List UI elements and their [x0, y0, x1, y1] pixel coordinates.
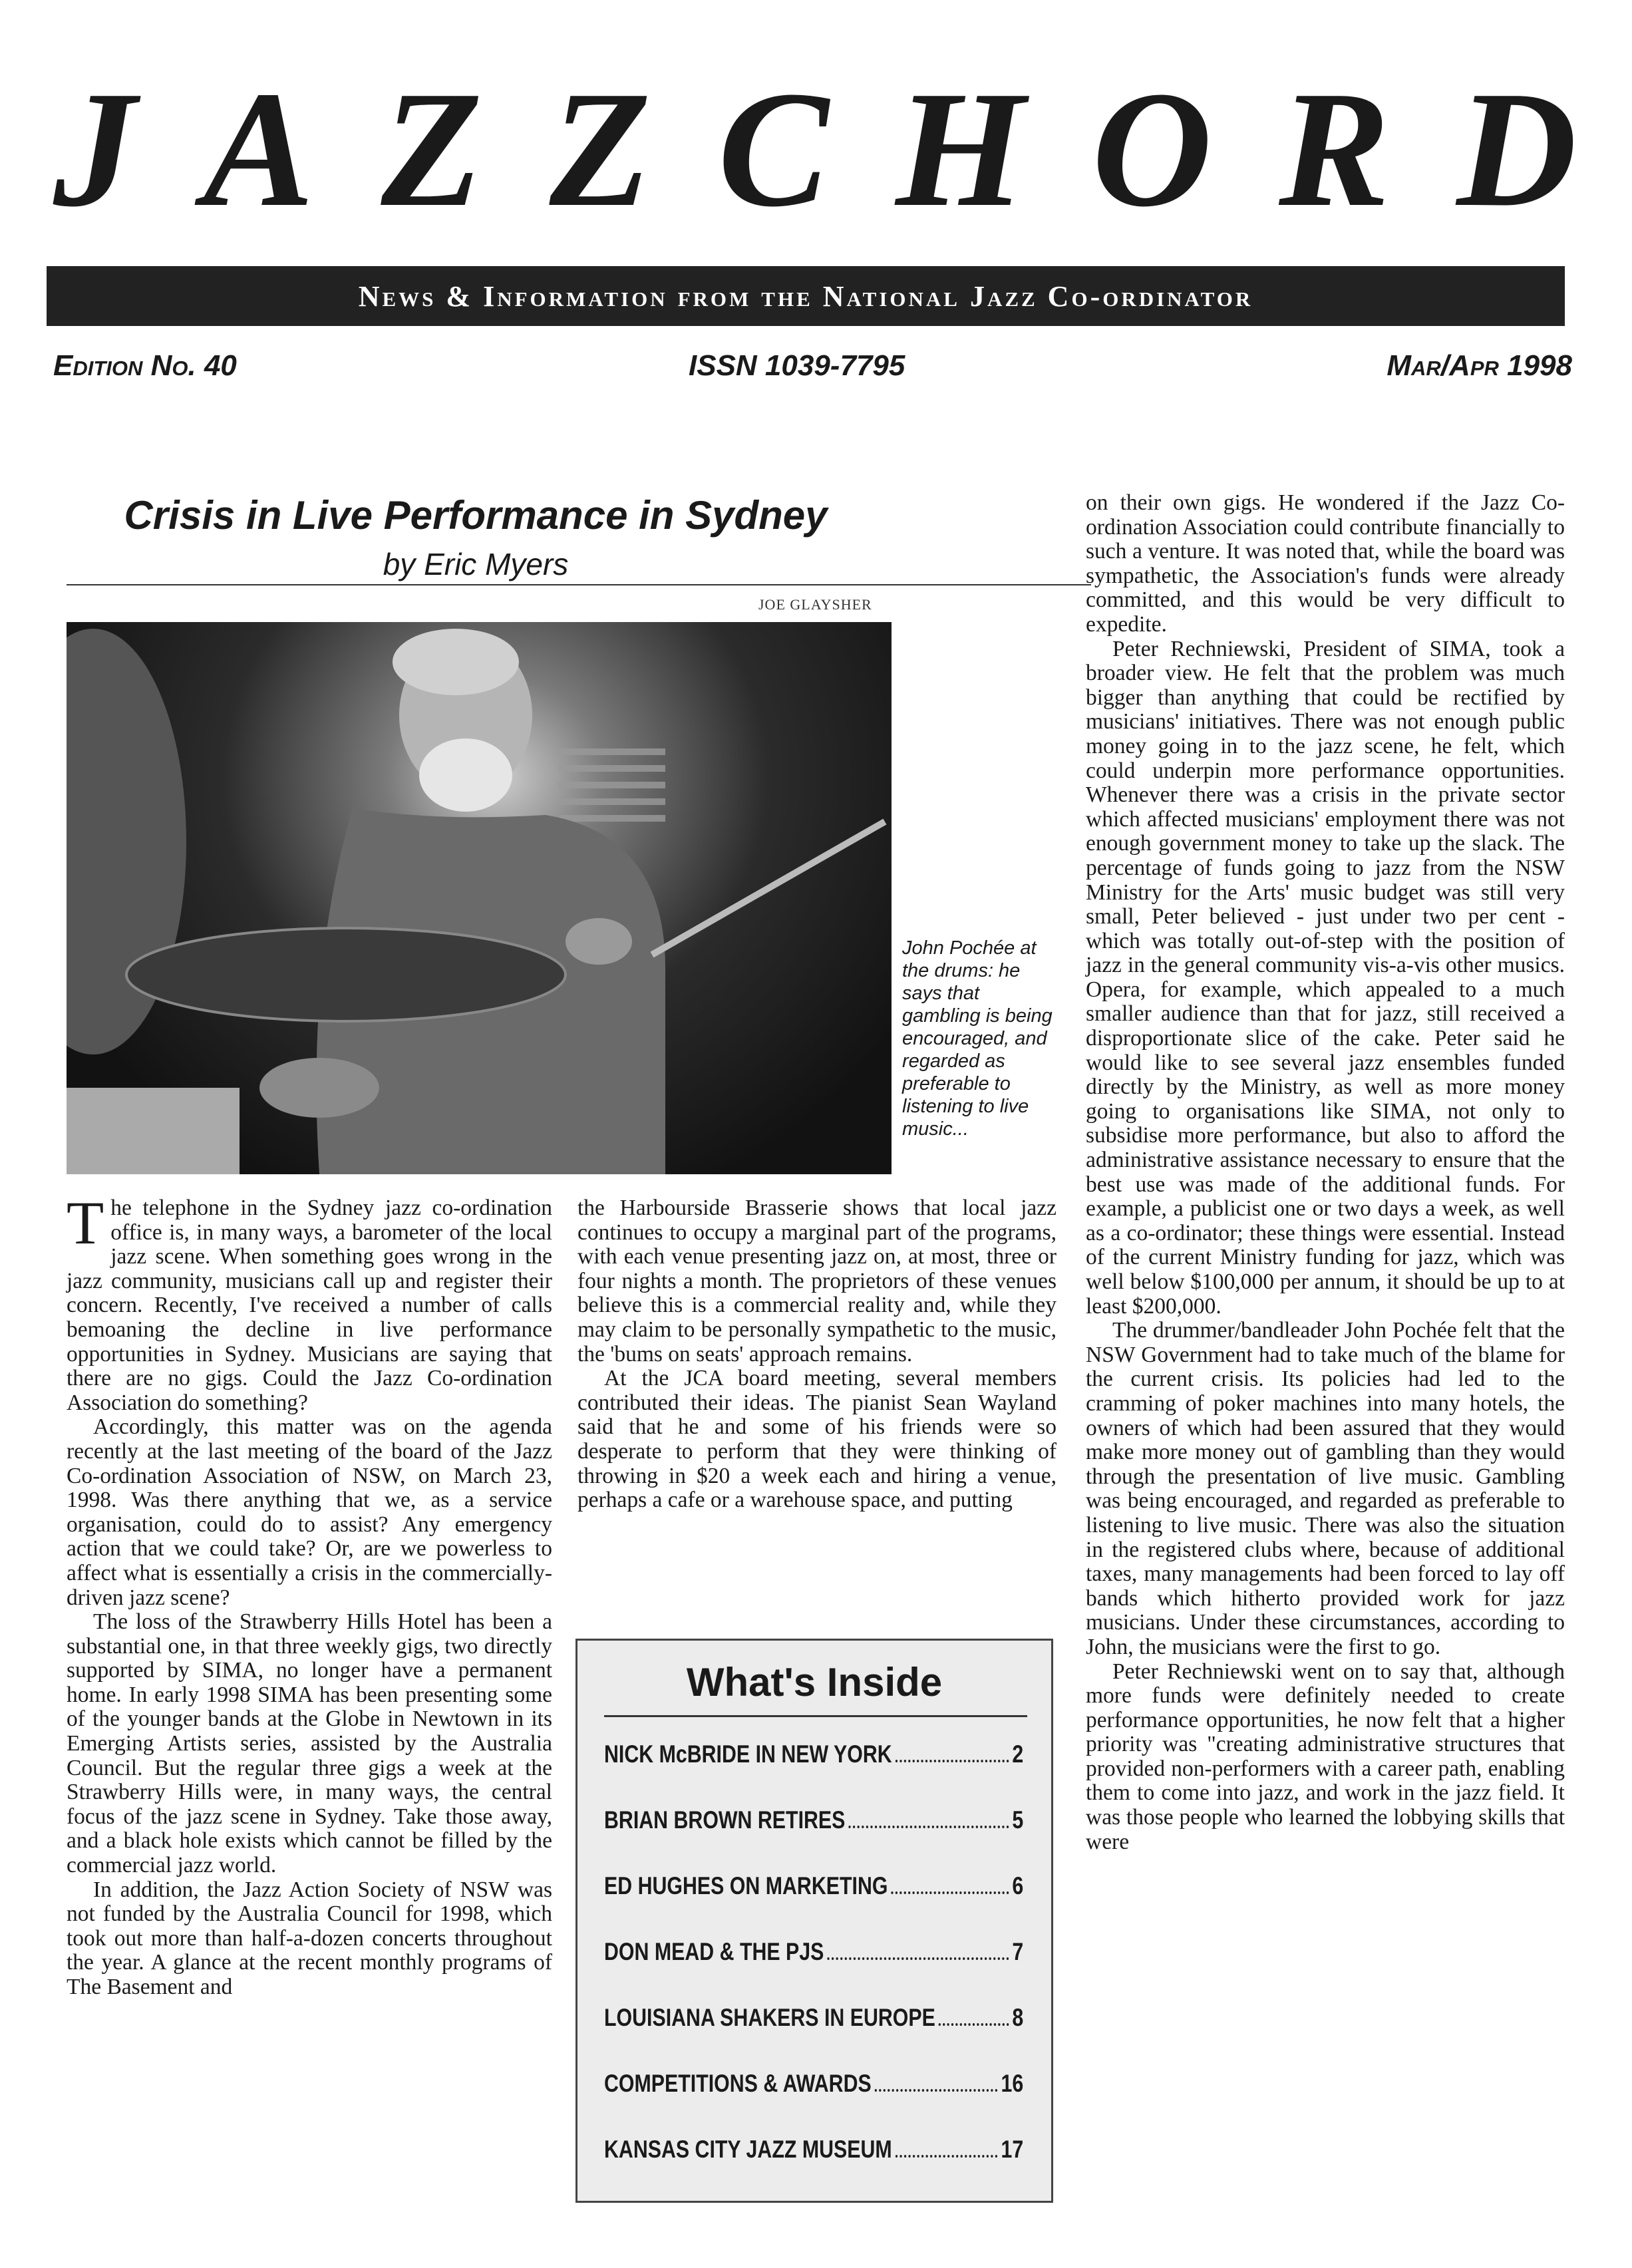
edition-number: Edition No. 40 — [53, 349, 237, 382]
contents-item-page: 7 — [1012, 1938, 1024, 1965]
article-paragraph: The loss of the Strawberry Hills Hotel has been a substantial one, in that three weekly gigs, two directly supported by SIMA, no longer have a permanent home. In early 1998 SIMA has been presenting some of the younger bands at the Globe in Newtown in its Emerging Artists series, assisted by the Australia Council. But the regular three gigs a week at the Strawberry Hills were, in many ways, the central focus of the jazz scene in Sydney. Take those away, and a black hole exists which cannot be filled by the commercial jazz world. — [67, 1609, 552, 1878]
contents-item-page: 6 — [1012, 1872, 1024, 1899]
article-paragraph: on their own gigs. He wondered if the Jazz Co-ordination Association could contribute financially to such a venture. It was noted that, while the board was sympathetic, the Association's funds were already committed, and this would be very difficult to expedite. — [1086, 490, 1565, 637]
drop-cap: T — [67, 1189, 104, 1257]
article-paragraph: Peter Rechniewski went on to say that, although more funds were definitely needed to create performance opportunities, he now felt that a higher priority was "creating administrative structures that provided non-performers with a career path, enabling them to come into jazz, and work in the jazz field. It was those people who learned the lobbying skills that were — [1086, 1659, 1565, 1854]
article-paragraph: In addition, the Jazz Action Society of NSW was not funded by the Australia Council for 1998, which took out more than half-a-dozen concerts throughout the year. A glance at the recent monthly programs of The Basement and — [67, 1877, 552, 1999]
article-column-3 — [1086, 491, 1565, 1854]
contents-item-page: 8 — [1012, 2004, 1024, 2031]
masthead-letter: R — [1279, 57, 1390, 242]
masthead-letter: A — [203, 57, 315, 242]
issn-number: ISSN 1039-7795 — [689, 349, 905, 382]
leader-dots — [939, 2023, 1009, 2026]
contents-item-page: 2 — [1012, 1740, 1024, 1768]
masthead-letter: H — [896, 57, 1025, 242]
masthead-letter: O — [1092, 57, 1212, 242]
article-paragraph: Peter Rechniewski, President of SIMA, took a broader view. He felt that the problem was much bigger than anything that could be rectified by musicians' initiatives. There was not enough public money going in to the jazz scene, he felt, which could underpin more performance opportunities. Whenever there was a crisis in the private sector which affected musicians' employment there was not enough government money to take up the slack. The percentage of funds going to jazz from the NSW Ministry for the Arts' music budget was still very small, Peter believed - just under two per cent - which was totally out-of-step with the position of jazz in the general community vis-a-vis other musics. Opera, for example, which appealed to a much smaller audience than that for jazz, still received a disproportionate slice of the cake. Peter said he would like to see several jazz ensembles funded directly by the Ministry, as well as more money going to organisations like SIMA, not only to subsidise more performance, but also to afford the administrative assistance necessary to ensure that the best use was made of the additional funds. For example, a publicist one or two days a week, as well as a co-ordinator; these things were essential. Instead of the current Ministry funding for jazz, which was well below $100,000 per annum, it should be up to at least $200,000. — [1086, 636, 1565, 1319]
article-paragraph: The drummer/bandleader John Pochée felt that the NSW Government had to take much of the blame for the current crisis. Its policies had led to the cramming of poker machines into many hotels, the owners of which had been assured that they would make more money out of gambling than they would through the presentation of live music. Gambling was being encouraged, and regarded as preferable to listening to live music. There was also the situation in the registered clubs where, because of additional taxes, many managements had been forced to lay off bands which hitherto provided work for jazz musicians. Under these circumstances, according to John, the musicians were the first to go. — [1086, 1318, 1565, 1659]
contents-item-label: DON MEAD & THE PJS — [604, 1938, 824, 1965]
contents-item-label: NICK McBRIDE IN NEW YORK — [604, 1740, 892, 1768]
tagline-banner: News & Information from the National Jazz Co-ordinator — [47, 266, 1565, 326]
whats-inside-title: What's Inside — [686, 1660, 943, 1704]
masthead-title — [53, 57, 1577, 242]
contents-item-page: 5 — [1012, 1806, 1024, 1834]
article-column-2 — [577, 1196, 1057, 1513]
photo-caption: John Pochée at the drums: he says that gambling is being encouraged, and regarded as preferable to listening to live music... — [902, 937, 1053, 1140]
article-paragraph — [67, 1189, 552, 1415]
contents-item[interactable] — [604, 2004, 1023, 2070]
article-byline: by Eric Myers — [383, 547, 569, 581]
leader-dots — [896, 2154, 998, 2158]
masthead-letter: C — [718, 57, 829, 242]
paragraph-text: he telephone in the Sydney jazz co-ordination office is, in many ways, a barometer of the local jazz scene. When something goes wrong in the jazz community, musicians call up and register their concern. Recently, I've received a number of calls bemoaning the decline in live performance opportunities in Sydney. Musicians are saying that there are no gigs. Could the Jazz Co-ordination Association do something? — [67, 1196, 552, 1415]
leader-dots — [827, 1957, 1009, 1960]
contents-item-page: 16 — [1001, 2070, 1024, 2097]
leader-dots — [875, 2088, 998, 2092]
masthead-letter: J — [53, 57, 136, 242]
whats-inside-box — [575, 1639, 1053, 2203]
article-paragraph: the Harbourside Brasserie shows that local jazz continues to occupy a marginal part of the programs, with each venue presenting jazz on, at most, three or four nights a month. The proprietors of these venues believe this is a commercial reality and, while they may claim to be personally sympathetic to the music, the 'bums on seats' approach remains. — [577, 1196, 1057, 1367]
contents-item-label: ED HUGHES ON MARKETING — [604, 1872, 888, 1899]
whats-inside-list — [604, 1740, 1023, 2201]
contents-item-label: BRIAN BROWN RETIRES — [604, 1806, 846, 1834]
headline-rule — [67, 584, 1091, 585]
article-column-1 — [67, 1189, 552, 2000]
contents-item[interactable] — [604, 1806, 1023, 1872]
leader-dots — [848, 1825, 1009, 1828]
article-headline: Crisis in Live Performance in Sydney — [124, 493, 828, 538]
whats-inside-rule — [604, 1715, 1027, 1717]
masthead-letter: Z — [381, 57, 483, 242]
article-paragraph: At the JCA board meeting, several members contributed their ideas. The pianist Sean Wayland said that he and some of his friends were so desperate to perform that they were thinking of throwing in $20 a week each and hiring a venue, perhaps a cafe or a warehouse space, and putting — [577, 1366, 1057, 1513]
photo-credit: JOE GLAYSHER — [758, 596, 872, 613]
drummer-photo-illustration — [67, 622, 892, 1174]
contents-item[interactable] — [604, 1872, 1023, 1938]
masthead-letter: D — [1456, 57, 1577, 242]
drummer-photo — [67, 622, 892, 1174]
contents-item[interactable] — [604, 2136, 1023, 2201]
masthead-letter: Z — [549, 57, 651, 242]
contents-item[interactable] — [604, 1740, 1023, 1806]
issue-date: Mar/Apr 1998 — [1387, 349, 1572, 382]
contents-item-label: KANSAS CITY JAZZ MUSEUM — [604, 2136, 892, 2163]
contents-item[interactable] — [604, 1938, 1023, 2004]
contents-item-label: LOUISIANA SHAKERS IN EUROPE — [604, 2004, 935, 2031]
contents-item-page: 17 — [1001, 2136, 1024, 2163]
article-paragraph: Accordingly, this matter was on the agenda recently at the last meeting of the board of the Jazz Co-ordination Association of NSW, on March 23, 1998. Was there anything that we, as a service organisation, could do to assist? Any emergency action that we could take? Or, are we powerless to affect what is essentially a crisis in the commercially-driven jazz scene? — [67, 1414, 552, 1610]
contents-item[interactable] — [604, 2070, 1023, 2136]
leader-dots — [896, 1759, 1009, 1762]
contents-item-label: COMPETITIONS & AWARDS — [604, 2070, 872, 2097]
leader-dots — [891, 1891, 1009, 1894]
